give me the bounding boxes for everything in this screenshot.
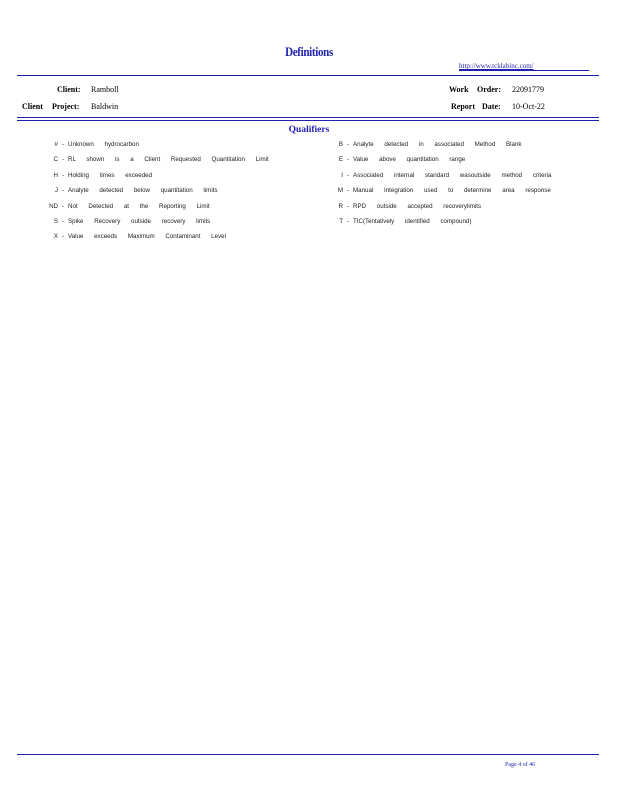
- qualifier-code: C: [53, 156, 58, 164]
- qualifier-desc: Spike Recovery outside recovery limits: [68, 217, 211, 225]
- work-order-value: 22091779: [512, 85, 544, 94]
- qualifier-item: I - Associated internal standard wasoutside method criteria: [335, 171, 551, 186]
- qualifier-item: E - Value above quantitation range: [335, 155, 551, 170]
- qualifier-code: X: [53, 233, 58, 241]
- qualifier-desc: Analyte detected in associated Method Blank: [353, 141, 522, 148]
- qualifiers-title: Qualifiers: [288, 125, 330, 135]
- header-top-rule: [17, 75, 599, 76]
- client-label: Client:: [57, 85, 81, 94]
- qualifier-desc: Holding times exceeded: [68, 171, 153, 179]
- qualifier-code: E: [338, 156, 343, 164]
- qualifier-code: #: [54, 141, 58, 148]
- url-underline: [459, 70, 589, 71]
- qualifier-item: H - Holding times exceeded: [40, 171, 269, 186]
- qualifier-desc: Manual Integration used to determine area response: [353, 187, 551, 195]
- report-label: Report: [451, 102, 475, 111]
- page-title: Definitions: [285, 44, 333, 59]
- header-bottom-rule: [17, 117, 599, 121]
- work-label: Work: [449, 85, 469, 94]
- qualifier-code: J: [54, 187, 58, 195]
- qualifier-item: R - RPD outside accepted recoverylimits: [335, 202, 551, 217]
- qualifier-item: T - TIC(Tentatively identified compound): [335, 217, 551, 232]
- report-date-value: 10-Oct-22: [512, 102, 545, 111]
- qualifier-item: B - Analyte detected in associated Method Blank: [335, 140, 551, 155]
- qualifier-desc: Not Detected at the Reporting Limit: [68, 202, 210, 210]
- order-label: Order:: [477, 85, 501, 94]
- client-project-label-1: Client: [22, 102, 43, 111]
- qualifier-desc: Value above quantitation range: [353, 156, 466, 164]
- page-number: Page 4 of 46: [505, 762, 536, 768]
- qualifier-desc: RL shown is a Client Requested Quantitation Limit: [68, 156, 269, 164]
- qualifier-desc: TIC(Tentatively identified compound): [353, 217, 472, 225]
- qualifier-code: I: [341, 171, 343, 179]
- qualifier-item: # - Unknown hydrocarbon: [40, 140, 269, 155]
- qualifier-code: M: [337, 187, 343, 195]
- qualifier-item: M - Manual Integration used to determine area response: [335, 186, 551, 201]
- qualifier-desc: Analyte detected below quantitation limits: [68, 187, 218, 195]
- date-label: Date:: [482, 102, 501, 111]
- qualifier-item: ND - Not Detected at the Reporting Limit: [40, 202, 269, 217]
- qualifier-item: J - Analyte detected below quantitation limits: [40, 186, 269, 201]
- qualifier-code: R: [338, 202, 343, 210]
- qualifier-desc: RPD outside accepted recoverylimits: [353, 202, 482, 210]
- qualifier-item: S - Spike Recovery outside recovery limits: [40, 217, 269, 232]
- qualifier-code: B: [338, 141, 343, 148]
- qualifier-desc: Unknown hydrocarbon: [68, 141, 139, 148]
- qualifier-code: T: [339, 217, 343, 225]
- qualifier-code: ND: [49, 202, 58, 210]
- client-project-label-2: Project:: [52, 102, 80, 111]
- qualifier-code: H: [53, 171, 58, 179]
- lab-website-link[interactable]: http://www.tcklabinc.com/: [459, 62, 534, 70]
- qualifiers-left-list: [40, 140, 269, 248]
- qualifiers-right-list: [335, 140, 551, 232]
- qualifier-item: X - Value exceeds Maximum Contaminant Level: [40, 232, 269, 247]
- footer-rule: [17, 754, 599, 755]
- qualifier-code: S: [53, 217, 58, 225]
- qualifier-desc: Associated internal standard wasoutside method criteria: [353, 171, 552, 179]
- qualifier-item: C - RL shown is a Client Requested Quantitation Limit: [40, 155, 269, 170]
- qualifier-desc: Value exceeds Maximum Contaminant Level: [68, 233, 226, 241]
- project-value: Baldwin: [91, 102, 119, 111]
- client-value: Ramboll: [91, 85, 119, 94]
